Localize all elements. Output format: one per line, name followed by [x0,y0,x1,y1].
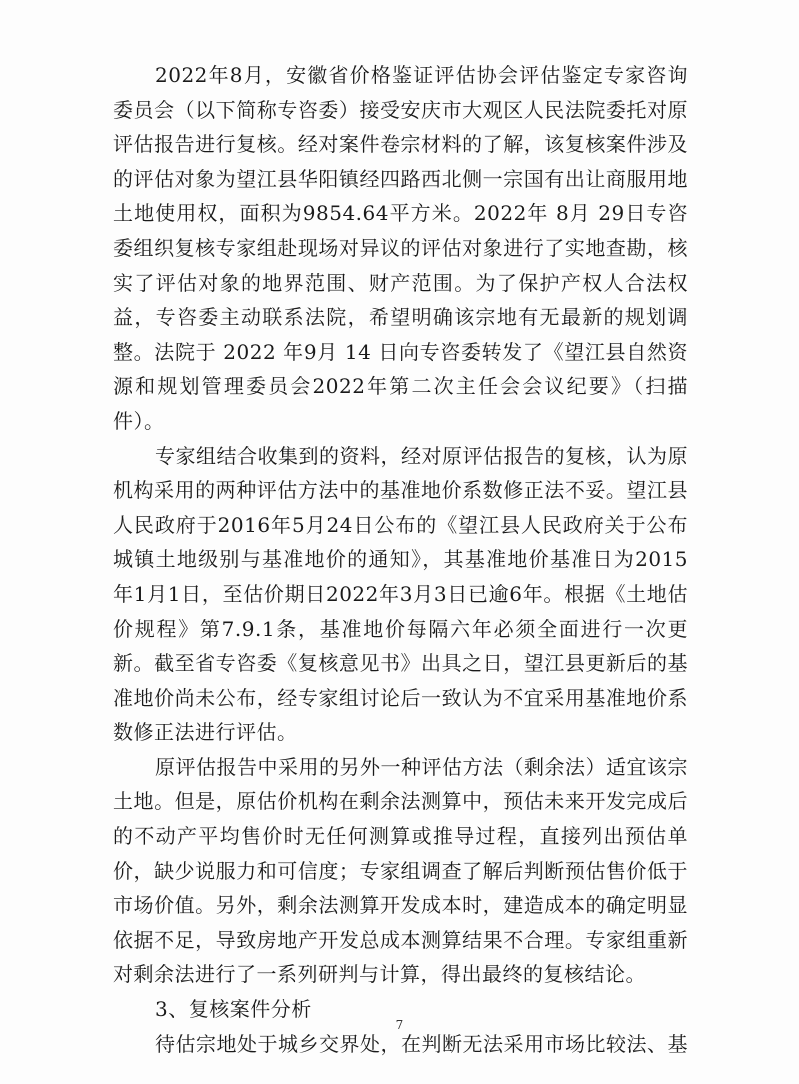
paragraph-case-analysis-start: 待估宗地处于城乡交界处，在判断无法采用市场比较法、基 [155,1031,688,1056]
paragraph-residual-method-analysis: 原评估报告中采用的另外一种评估方法（剩余法）适宜该宗土地。但是，原估价机构在剩余法测算中，预估未来开发完成后的不动产平均售价时无任何测算或推导过程，直接列出预估单价，缺少说服力和可信度；专家组调查了解后判断预估售价低于市场价值。另外，剩余法测算开发成本时，建造成本的确定明显依据不足，导致房地产开发总成本测算结果不合理。专家组重新对剩余法进行了一系列研判与计算，得出最终的复核结论。 [113,754,688,987]
paragraph-case-intake: 2022年8月，安徽省价格鉴证评估协会评估鉴定专家咨询委员会（以下简称专咨委）接受安庆市大观区人民法院委托对原评估报告进行复核。经对案件卷宗材料的了解，该复核案件涉及的评估对象为望江县华阳镇经四路西北侧一宗国有出让商服用地土地使用权，面积为9854.64平方米。2022年 8月 29日专咨委组织复核专家组赴现场对异议的评估对象进行了实地查勘，核实了评估对象的地界范围、财产范围。为了保护产权人合法权益，专咨委主动联系法院，希望明确该宗地有无最新的规划调整。法院于 2022 年9月 14 日向专咨委转发了《望江县自然资源和规划管理委员会2022年第二次主任会会议纪要》（扫描件）。 [113,63,688,433]
page-number: 7 [395,1018,404,1032]
paragraph-benchmark-price-analysis: 专家组结合收集到的资料，经对原评估报告的复核，认为原机构采用的两种评估方法中的基准地价系数修正法不妥。望江县人民政府于2016年5月24日公布的《望江县人民政府关于公布城镇土地级别与基准地价的通知》，其基准地价基准日为2015年1月1日，至估价期日2022年3月3日已逾6年。根据《土地估价规程》第7.9.1条，基准地价每隔六年必须全面进行一次更新。截至省专咨委《复核意见书》出具之日，望江县更新后的基准地价尚未公布，经专家组讨论后一致认为不宜采用基准地价系数修正法进行评估。 [113,443,688,745]
section-heading: 3、复核案件分析 [155,997,312,1022]
document-body [113,58,688,1061]
